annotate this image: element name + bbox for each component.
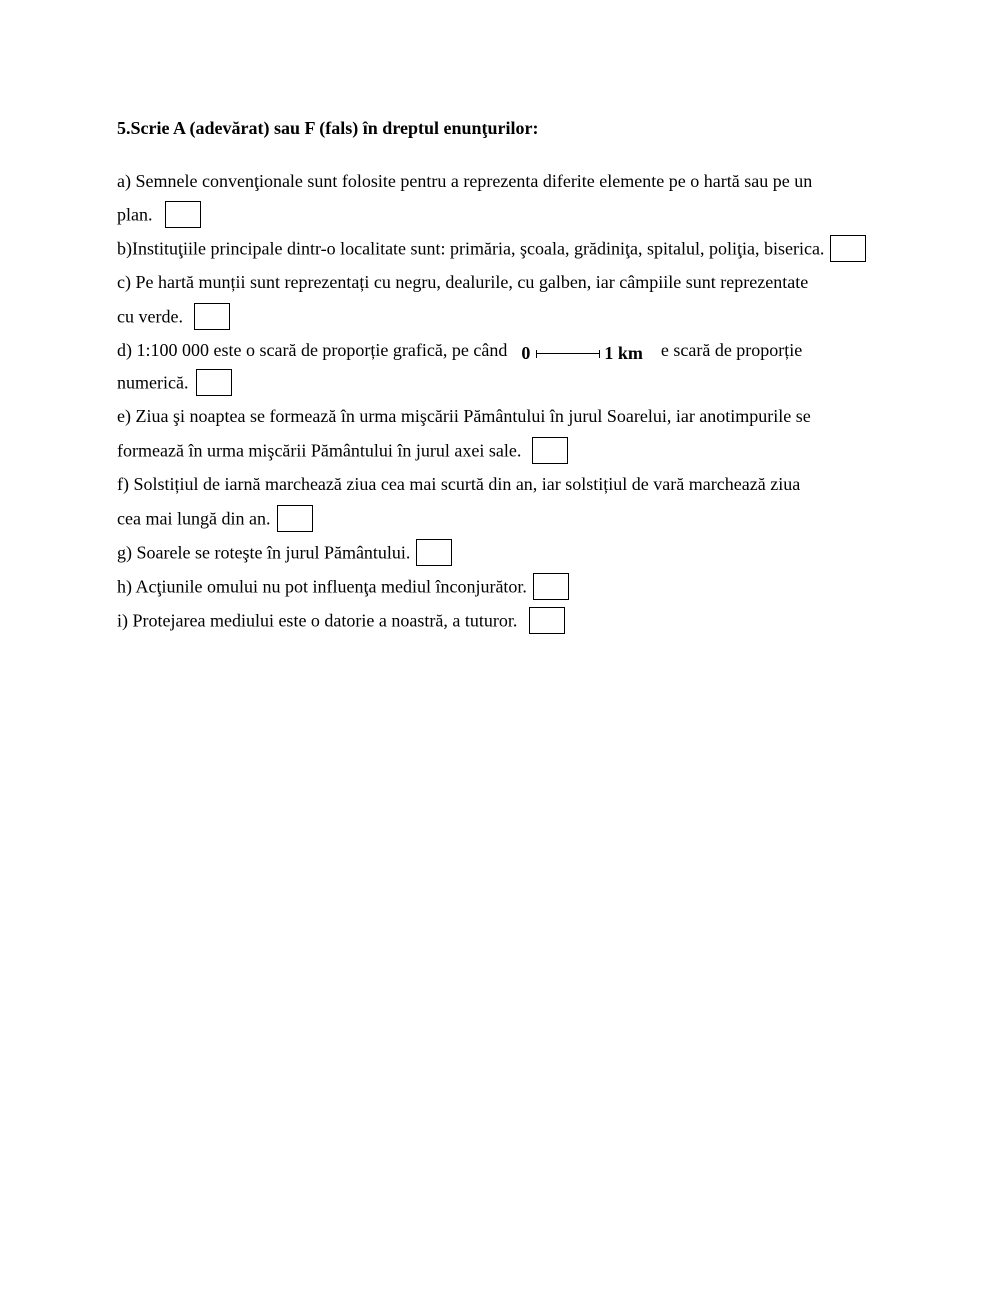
statement-b-line-1 — [117, 237, 866, 264]
answer-box-b[interactable] — [830, 235, 866, 262]
statement-e-text-2: formează în urma mişcării Pământului în jurul axei sale. — [117, 440, 522, 461]
statement-c-line-1 — [117, 271, 808, 293]
statement-f-text-1: f) Solstițiul de iarnă marchează ziua cea mai scurtă din an, iar solstițiul de vară marchează ziua — [117, 474, 801, 494]
statement-e-text-1: e) Ziua şi noaptea se formează în urma mişcării Pământului în jurul Soarelui, iar anotimpurile se — [117, 406, 811, 426]
answer-box-h[interactable] — [533, 573, 569, 600]
statement-a-line-1 — [117, 170, 812, 192]
statement-g-text-1: g) Soarele se roteşte în jurul Pământului. — [117, 542, 411, 563]
statement-d-text-post: e scară de proporție — [660, 340, 803, 360]
statement-d-text-2: numerică. — [117, 372, 189, 393]
scale-start-label: 0 — [521, 342, 531, 363]
statement-f-line-1 — [117, 473, 800, 495]
scale-end-label: 1 km — [604, 342, 643, 363]
graphic-scale — [521, 342, 643, 364]
statement-i-text-1: i) Protejarea mediului este o datorie a noastră, a tuturor. — [117, 610, 518, 631]
statement-b-text-1: b)Instituţiile principale dintr-o localitate sunt: primăria, şcoala, grădiniţa, spitalul, poliţia, biserica. — [117, 238, 825, 259]
statement-d-line-2 — [117, 371, 232, 398]
statement-c-text-2: cu verde. — [117, 306, 183, 327]
statement-a-text-1: a) Semnele convenţionale sunt folosite pentru a reprezenta diferite elemente pe o hartă sau pe un — [117, 171, 813, 191]
statement-a-text-2: plan. — [117, 204, 153, 225]
answer-box-e[interactable] — [532, 437, 568, 464]
statement-d-line-1 — [117, 339, 802, 363]
statement-c-text-1: c) Pe hartă munții sunt reprezentați cu negru, dealurile, cu galben, iar câmpiile sunt reprezentate — [117, 272, 809, 292]
statement-h-line-1 — [117, 575, 569, 602]
exercise-title: 5.Scrie A (adevărat) sau F (fals) în dreptul enunţurilor: — [117, 118, 539, 138]
answer-box-a[interactable] — [165, 201, 201, 228]
answer-box-f[interactable] — [277, 505, 313, 532]
answer-box-g[interactable] — [416, 539, 452, 566]
statement-f-text-2: cea mai lungă din an. — [117, 508, 271, 529]
answer-box-d[interactable] — [196, 369, 232, 396]
statement-a-line-2 — [117, 203, 201, 230]
answer-box-c[interactable] — [194, 303, 230, 330]
statement-i-line-1 — [117, 609, 565, 636]
statement-d-text-pre: d) 1:100 000 este o scară de proporție grafică, pe când — [117, 340, 508, 360]
statement-g-line-1 — [117, 541, 452, 568]
statement-h-text-1: h) Acţiunile omului nu pot influenţa mediul înconjurător. — [117, 576, 527, 597]
statement-e-line-2 — [117, 439, 568, 466]
statement-f-line-2 — [117, 507, 313, 534]
statement-e-line-1 — [117, 405, 811, 427]
answer-box-i[interactable] — [529, 607, 565, 634]
statement-c-line-2 — [117, 305, 230, 332]
scale-bar-icon — [536, 350, 600, 358]
